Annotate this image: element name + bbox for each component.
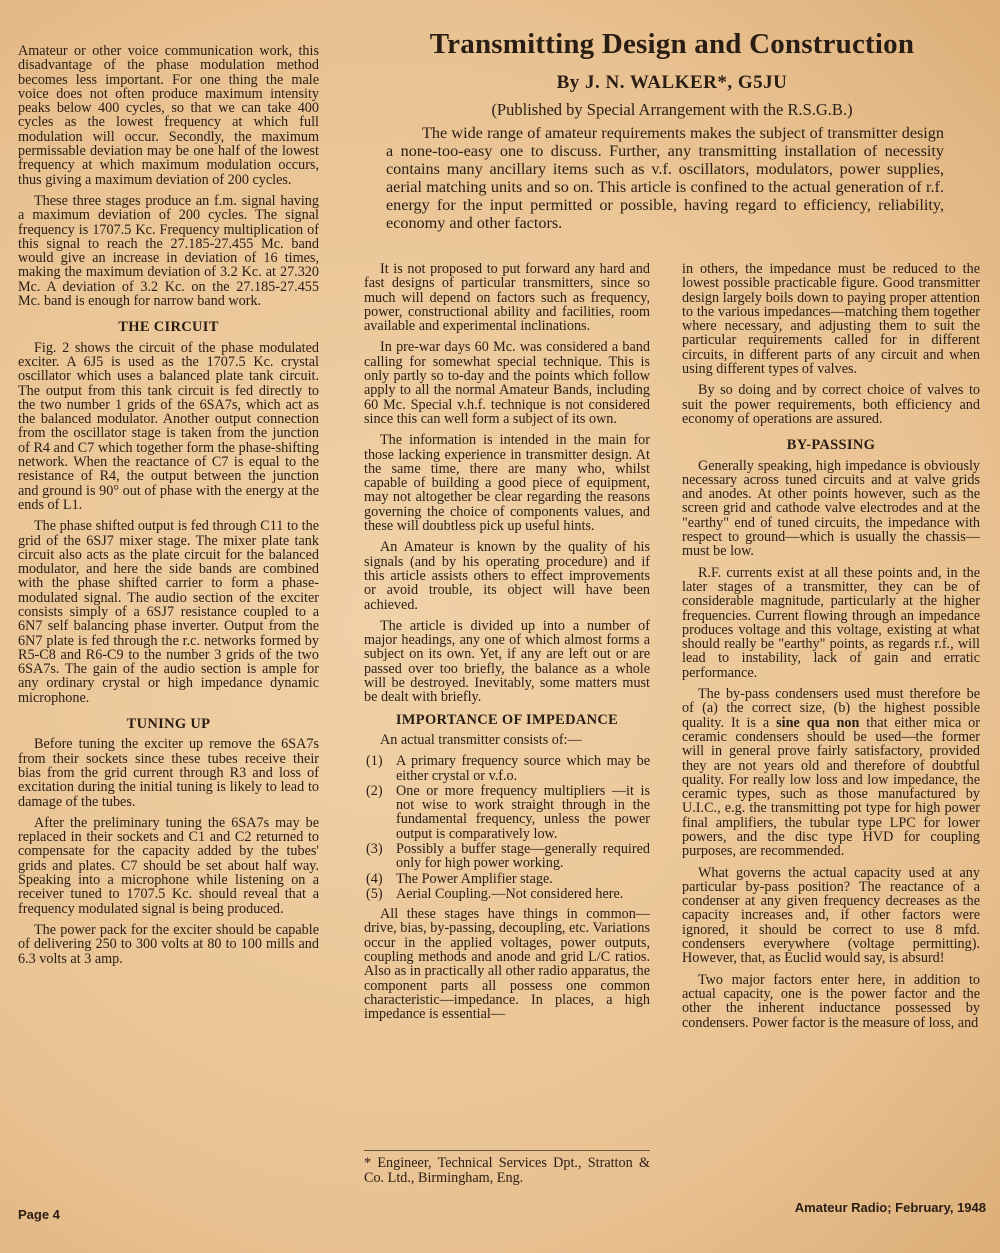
magazine-issue: Amateur Radio; February, 1948 xyxy=(794,1200,986,1215)
right-column xyxy=(682,262,980,1037)
list-number: (1) xyxy=(366,753,383,770)
paragraph: Amateur or other voice communication work, this disadvantage of the phase modulation method becomes less important. For one thing the male voice does not often produce maximum intensity peaks below 400 cycles, so that we can take 400 cycles as the lowest frequency at which full modulation will occur. Secondly, the maximum permissable deviation may be one half of the lowest frequency at which maximum modulation occurs, thus giving a maximum deviation of 200 cycles. xyxy=(18,43,319,188)
list-item xyxy=(364,784,650,841)
left-column xyxy=(18,44,319,973)
paragraph: An actual transmitter consists of:— xyxy=(380,731,582,748)
text-run: that either mica or ceramic condensers should be used—the former will in general prove fairly satisfactory, provided they are not years old and therefore of doubtful quality. For really low loss and low impedance, the ceramic types, such as those manufactured by U.I.C., e.g. the transmitting pot type for high power final amplifiers, the tubular type LPC for lower powers, and the disc type HVD for coupling purposes, are recommended. xyxy=(682,714,980,860)
list-text: Aerial Coupling.—Not considered here. xyxy=(396,885,624,902)
middle-column xyxy=(364,262,650,1029)
list-number: (5) xyxy=(366,885,383,902)
list-text: One or more frequency multipliers —it is not wise to work straight through in the fundamental frequency, unless the power output is comparatively low. xyxy=(396,782,650,842)
author-footnote: * Engineer, Technical Services Dpt., Stratton & Co. Ltd., Birmingham, Eng. xyxy=(364,1155,650,1186)
footnote-divider xyxy=(364,1150,650,1151)
list-item xyxy=(364,754,650,783)
list-item xyxy=(364,842,650,871)
article-title: Transmitting Design and Construction xyxy=(429,28,915,60)
list-number: (4) xyxy=(366,870,383,887)
list-text: The Power Amplifier stage. xyxy=(396,870,553,887)
list-item xyxy=(364,872,650,886)
list-number: (3) xyxy=(366,840,383,857)
paragraph xyxy=(682,687,980,859)
list-item xyxy=(364,887,650,901)
section-heading-bypassing: BY-PASSING xyxy=(786,437,876,454)
paragraph: These three stages produce an f.m. signal having a maximum deviation of 200 cycles. The signal frequency is 1707.5 Kc. Frequency multiplication of this signal to reach the 27.185-27.455 Mc. band would give an increase in deviation of 16 times, making the maximum deviation of 3.2 Kc. at 27.320 Mc. A deviation of 3.2 Kc. on the 27.185-27.455 Mc. band is enough for narrow band work. xyxy=(18,192,319,310)
paragraph: By so doing and by correct choice of valves to suit the power requirements, both efficiency and economy of operations are assured. xyxy=(682,382,980,427)
paragraph: The phase shifted output is fed through C11 to the grid of the 6SJ7 mixer stage. The mixer plate tank circuit also acts as the plate circuit for the balanced modulator, and here the side bands are combined with the phase shifted carrier to form a phase-modulated signal. The audio section of the exciter consists simply of a 6SJ7 resistance coupled to a 6N7 self balancing phase inverter. Output from the 6N7 plate is fed through the r.c. networks formed by R5-C8 and R6-C9 to the number 3 grids of the two 6SA7s. The gain of the audio section is ample for any ordinary crystal or high impedance dynamic microphone. xyxy=(18,518,319,706)
paragraph: in others, the impedance must be reduced to the lowest possible practicable figure. Good transmitter design largely boils down to paying proper attention to the various impedances—matching them together where necessary, and adjusting them to suit the particular requirements called for in different circuits, in different parts of any circuit and when using different types of valves. xyxy=(682,261,980,378)
paragraph: After the preliminary tuning the 6SA7s may be replaced in their sockets and C1 and C2 returned to compensate for the capacity added by the tubes' grids and plates. C7 should be set about half way. Speaking into a microphone while listening on a receiver tuned to 1707.5 Kc. should reveal that a frequency modulated signal is being produced. xyxy=(18,814,319,917)
text-run: The by-pass condensers used must therefore be of (a) the correct size, (b) the highest possible quality. It is a xyxy=(682,686,980,731)
paragraph: What governs the actual capacity used at any particular by-pass position? The reactance of a condenser at any given frequency decreases as the capacity increases and, if other factors were ignored, it should be correct to use 8 mfd. condensers everywhere (voltage permitting). However, that, as Euclid would say, is absurd! xyxy=(682,864,980,967)
paragraph: An Amateur is known by the quality of his signals (and by his operating procedure) and if this article assists others to effect improvements or avoid trouble, its object will have been achieved. xyxy=(364,539,650,613)
section-heading-impedance: IMPORTANCE OF IMPEDANCE xyxy=(395,711,619,728)
publication-note: (Published by Special Arrangement with the R.S.G.B.) xyxy=(491,100,853,119)
paragraph: The information is intended in the main for those lacking experience in transmitter design. At the same time, there are many who, whilst capable of building a good piece of equipment, may not altogether be clear regarding the reasons governing the choice of components values, and these will doubtless pick up useful hints. xyxy=(364,432,650,535)
paragraph: R.F. currents exist at all these points and, in the later stages of a transmitter, they can be of considerable magnitude, particularly at the higher frequencies. Current flowing through an impedance produces voltage and this voltage, existing at what should really be "earthy" points, as regards r.f., will lead to instability, lack of gain and erratic performance. xyxy=(682,564,980,681)
paragraph: The power pack for the exciter should be capable of delivering 250 to 300 volts at 80 to 100 mills and 6.3 volts at 3 amp. xyxy=(18,921,319,967)
paragraph: Fig. 2 shows the circuit of the phase modulated exciter. A 6J5 is used as the 1707.5 Kc. crystal oscillator which uses a balanced plate tank circuit. The output from this tank circuit is fed directly to the two number 1 grids of the 6SA7s, which act as the balanced modulator. Another output connection from the oscillator stage is taken from the junction of R4 and C7 which together form the phase-shifting network. When the reactance of C7 is equal to the resistance of R4, the output between the junction and ground is 90° out of phase with the energy at the ends of L1. xyxy=(18,339,319,513)
paragraph: Before tuning the exciter up remove the 6SA7s from their sockets since these tubes receive their bias from the grid current through R3 and loss of excitation during the initial tuning is likely to lead to damage of the tubes. xyxy=(18,736,319,810)
list-text: Possibly a buffer stage—generally required only for high power working. xyxy=(396,840,650,872)
paragraph: Two major factors enter here, in addition to actual capacity, one is the power factor and the other the inherent inductance possessed by condensers. Power factor is the measure of loss, and xyxy=(682,971,980,1031)
paragraph: The article is divided up into a number of major headings, any one of which almost forms a subject on its own. Yet, if any are left out or are passed over too briefly, the balance as a whole will be destroyed. Inevitably, some matters must be dealt with briefly. xyxy=(364,617,650,706)
paragraph: All these stages have things in common—drive, bias, by-passing, decoupling, etc. Variations occur in the applied voltages, power outputs, coupling methods and anode and grid L/C ratios. Also as in practically all other radio apparatus, the component parts all possess one common characteristic—impedance. In places, a high impedance is essential— xyxy=(364,906,650,1023)
section-heading-circuit: THE CIRCUIT xyxy=(118,319,219,336)
paragraph: It is not proposed to put forward any hard and fast designs of particular transmitters, since so much will depend on factors such as frequency, power, constructional ability and facilities, room available and experimental inclinations. xyxy=(364,261,650,335)
paragraph: In pre-war days 60 Mc. was considered a band calling for somewhat special technique. This is only partly so to-day and the points which follow apply to all the normal Amateur Bands, including 60 Mc. Special v.h.f. technique is not considered since this can well form a subject of its own. xyxy=(364,339,650,427)
article-byline: By J. N. WALKER*, G5JU xyxy=(556,72,788,93)
section-heading-tuning: TUNING UP xyxy=(126,716,211,733)
article-intro: The wide range of amateur requirements makes the subject of transmitter design a none-too-easy one to discuss. Further, any transmitting installation of necessity contains many ancillary items such as v.f. oscillators, modulators, power supplies, aerial matching units and so on. This article is confined to the actual generation of r.f. energy for the input permitted or possible, having regard to efficiency, reliability, economy and other factors. xyxy=(386,124,944,232)
emphasis-text: sine qua non xyxy=(776,714,860,731)
paragraph: Generally speaking, high impedance is obviously necessary across tuned circuits and at valve grids and anodes. At other points however, such as the screen grid and cathode valve electrodes and at the "earthy" end of tuned circuits, the impedance with respect to ground—which is usually the chassis—must be low. xyxy=(682,457,980,560)
page-number: Page 4 xyxy=(18,1207,60,1222)
list-text: A primary frequency source which may be either crystal or v.f.o. xyxy=(396,753,650,784)
transmitter-stage-list xyxy=(364,754,650,901)
list-number: (2) xyxy=(366,782,383,799)
